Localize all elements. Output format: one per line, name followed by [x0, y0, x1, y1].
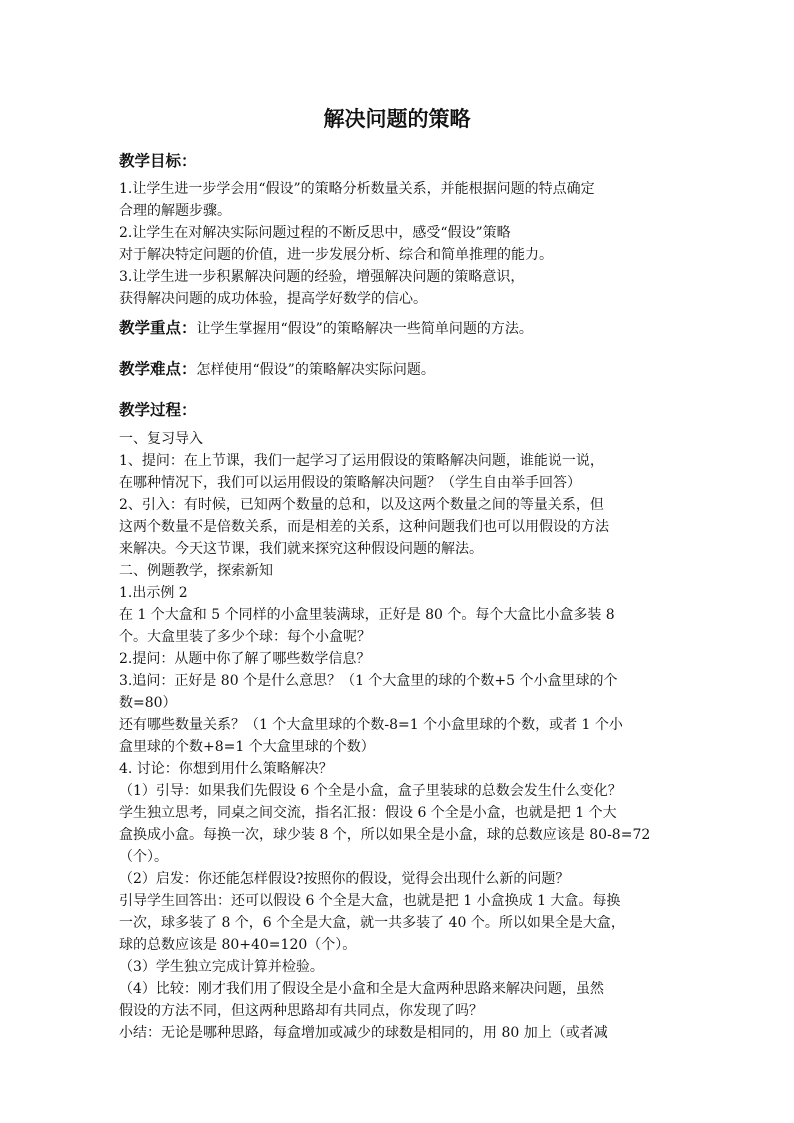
objectives-heading: 教学目标：	[119, 151, 197, 170]
process-line: 这两个数量不是倍数关系，而是相差的关系，这种问题我们也可以用假设的方法	[119, 519, 609, 535]
process-line: （个）。	[119, 849, 168, 865]
process-line: 一、复习导入	[119, 431, 203, 447]
objectives-line: 2.让学生在对解决实际问题过程的不断反思中，感受“假设”策略	[119, 225, 511, 241]
process-line: 2、引入：有时候，已知两个数量的总和，以及这两个数量之间的等量关系，但	[119, 497, 604, 513]
key-point-row	[119, 317, 533, 340]
process-line: 在哪种情况下，我们可以运用假设的策略解决问题？（学生自由举手回答）	[119, 475, 581, 491]
process-heading: 教学过程：	[119, 400, 197, 419]
process-line: 盒里球的个数+8=1 个大盒里球的个数）	[119, 739, 375, 755]
process-line: 还有哪些数量关系？（1 个大盒里球的个数-8=1 个小盒里球的个数，或者 1 个小	[119, 717, 623, 733]
objectives-line: 3.让学生进一步积累解决问题的经验，增强解决问题的策略意识，	[119, 269, 525, 285]
key-point-heading: 教学重点：	[119, 318, 197, 337]
process-line: 在 1 个大盒和 5 个同样的小盒里装满球，正好是 80 个。每个大盒比小盒多装 8	[119, 607, 615, 623]
process-line: 一次，球多装了 8 个，6 个全是大盒，就一共多装了 40 个。所以如果全是大盒，	[119, 915, 625, 931]
objectives-line: 对于解决特定问题的价值，进一步发展分析、综合和简单推理的能力。	[119, 247, 553, 263]
difficulty-text: 怎样使用“假设”的策略解决实际问题。	[196, 362, 435, 378]
process-line: 2.提问：从题中你了解了哪些数学信息？	[119, 651, 371, 667]
difficulty-heading: 教学难点：	[119, 359, 197, 378]
process-line: 数=80）	[119, 695, 177, 711]
key-point-text: 让学生掌握用“假设”的策略解决一些简单问题的方法。	[196, 321, 533, 337]
process-line: 个。大盒里装了多少个球：每个小盒呢？	[119, 629, 371, 645]
objectives-line: 获得解决问题的成功体验，提高学好数学的信心。	[119, 291, 427, 307]
process-line: 来解决。今天这节课，我们就来探究这种假设问题的解法。	[119, 541, 483, 557]
process-line: 假设的方法不同，但这两种思路却有共同点，你发现了吗？	[119, 1003, 483, 1019]
process-line: 1.出示例 2	[119, 585, 188, 601]
process-line: （3）学生独立完成计算并检验。	[119, 959, 324, 975]
process-line: 4. 讨论：你想到用什么策略解决？	[119, 761, 333, 777]
process-line: 3.追问：正好是 80 个是什么意思？（1 个大盒里的球的个数+5 个小盒里球的个	[119, 673, 618, 689]
process-line: 小结：无论是哪种思路，每盒增加或减少的球数是相同的，用 80 加上（或者减	[119, 1025, 608, 1041]
difficulty-row	[119, 358, 435, 381]
process-line: （1）引导：如果我们先假设 6 个全是小盒，盒子里装球的总数会发生什么变化？	[119, 783, 622, 799]
process-line: 球的总数应该是 80+40=120（个）。	[119, 937, 357, 953]
process-line: （4）比较：刚才我们用了假设全是小盒和全是大盒两种思路来解决问题，虽然	[119, 981, 604, 997]
objectives-line: 1.让学生进一步学会用“假设”的策略分析数量关系，并能根据问题的特点确定	[119, 181, 595, 197]
objectives-line: 合理的解题步骤。	[119, 203, 231, 219]
process-line: 引导学生回答出：还可以假设 6 个全是大盒，也就是把 1 小盒换成 1 大盒。每换	[119, 893, 621, 909]
process-line: 盒换成小盒。每换一次，球少装 8 个，所以如果全是小盒，球的总数应该是 80-8=72	[119, 827, 651, 843]
document-title: 解决问题的策略	[323, 106, 471, 131]
process-line: 1、提问：在上节课，我们一起学习了运用假设的策略解决问题，谁能说一说，	[119, 453, 604, 469]
process-line: （2）启发：你还能怎样假设?按照你的假设，觉得会出现什么新的问题？	[119, 871, 570, 887]
process-line: 学生独立思考，同桌之间交流，指名汇报：假设 6 个全是小盒，也就是把 1 个大	[119, 805, 617, 821]
process-line: 二、例题教学，探索新知	[119, 563, 273, 579]
